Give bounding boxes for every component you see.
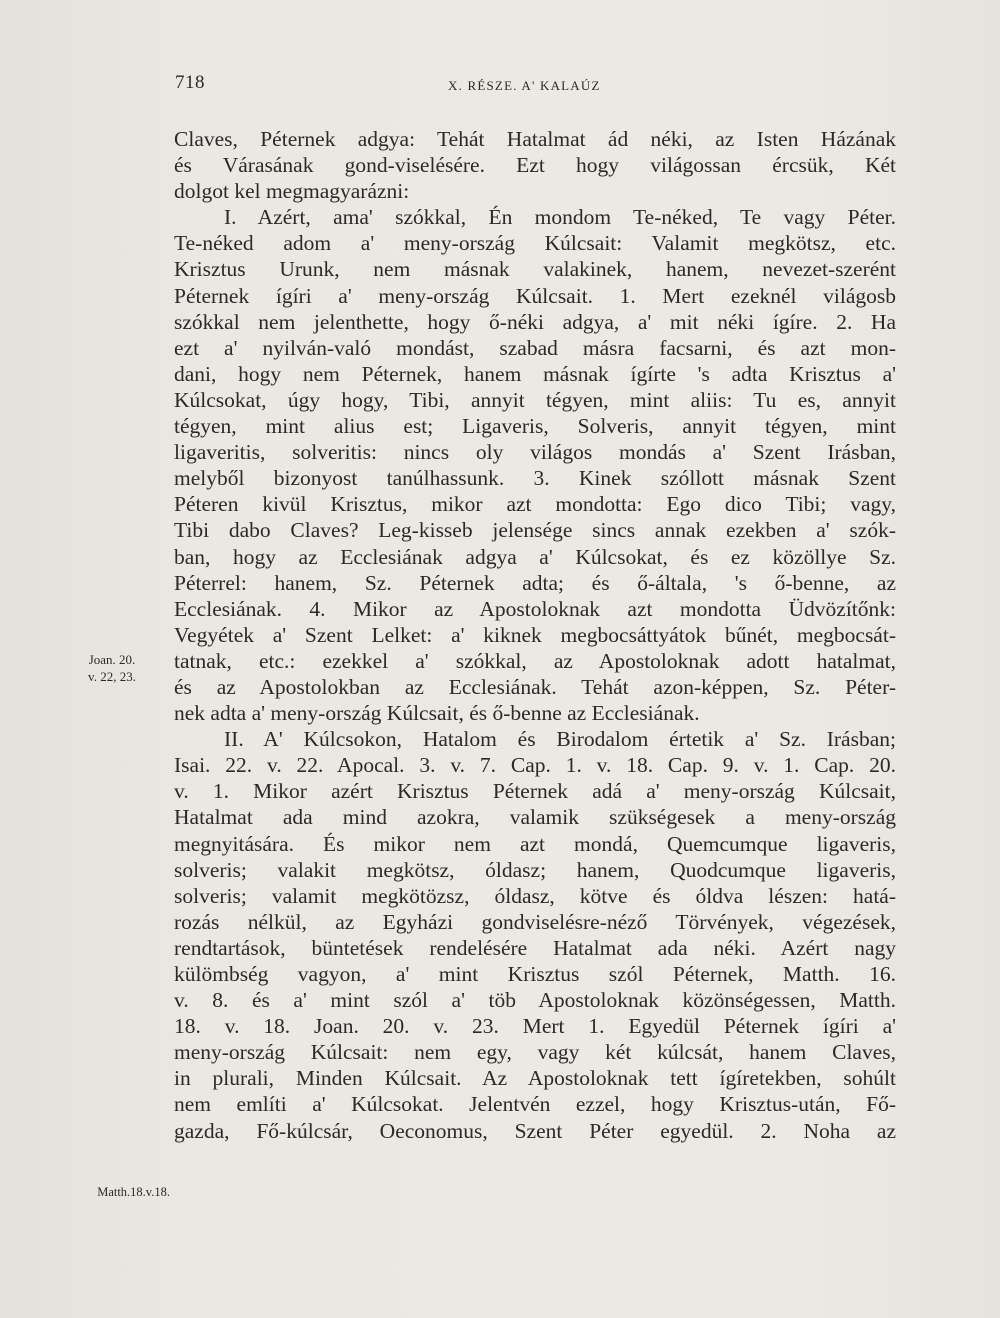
text-line: solveris; valakit megkötsz, óldasz; hanem, Quodcumque ligaveris,	[174, 857, 896, 882]
text-line: melyből bizonyost tanúlhassunk. 3. Kinek szóllott másnak Szent	[174, 466, 896, 491]
text-line: Kúlcsokat, úgy hogy, Tibi, annyit tégyen, mint aliis: Tu es, annyit	[174, 387, 896, 412]
text-line: Isai. 22. v. 22. Apocal. 3. v. 7. Cap. 1. v. 18. Cap. 9. v. 1. Cap. 20.	[174, 753, 896, 778]
text-line: dani, hogy nem Péternek, hanem másnak ígírte 's adta Krisztus a'	[174, 361, 896, 386]
text-line: ban, hogy az Ecclesiának adgya a' Kúlcsokat, és ez közöllye Sz.	[174, 544, 896, 569]
text-line: I. Azért, ama' szókkal, Én mondom Te-néked, Te vagy Péter.	[224, 205, 896, 230]
text-line: meny-ország Kúlcsait: nem egy, vagy két kúlcsát, hanem Claves,	[174, 1040, 896, 1065]
text-line: és az Apostolokban az Ecclesiának. Tehát azon-képpen, Sz. Péter-	[174, 674, 896, 699]
text-line: külömbség vagyon, a' mint Krisztus szól Péternek, Matth. 16.	[174, 962, 896, 986]
text-line: megnyitására. És mikor nem azt mondá, Quemcumque ligaveris,	[174, 831, 896, 856]
margin-note-line: Joan. 20.	[88, 652, 136, 667]
running-head: X. RÉSZE. A' KALAÚZ	[448, 78, 601, 93]
text-line: Hatalmat ada mind azokra, valamik szükségesek a meny-ország	[174, 805, 896, 830]
text-line: Claves, Péternek adgya: Tehát Hatalmat ád néki, az Isten Házának	[174, 127, 896, 151]
text-line: solveris; valamit megkötözsz, óldasz, kötve és óldva lészen: hatá-	[174, 883, 896, 908]
text-line: ezt a' nyilván-való mondást, szabad másra facsarni, és azt mon-	[174, 335, 896, 360]
text-line: II. A' Kúlcsokon, Hatalom és Birodalom értetik a' Sz. Irásban;	[224, 727, 896, 752]
text-line: és Várasának gond-viselésére. Ezt hogy világossan ércsük, Két	[174, 153, 896, 178]
body-text	[174, 126, 896, 1144]
text-line: Tibi dabo Claves? Leg-kisseb jelensége sincs annak ezekben a' szók-	[174, 518, 896, 543]
text-line: v. 8. és a' mint szól a' töb Apostoloknak közönségessen, Matth.	[174, 988, 896, 1013]
text-line: Te-néked adom a' meny-ország Kúlcsait: Valamit megkötsz, etc.	[174, 231, 896, 256]
text-line: v. 1. Mikor azért Krisztus Péternek adá a' meny-ország Kúlcsait,	[174, 779, 896, 804]
text-line: szókkal nem jelenthette, hogy ő-néki adgya, a' mit néki ígíre. 2. Ha	[174, 309, 896, 334]
text-line: rendtartások, büntetések rendelésére Hatalmat ada néki. Azért nagy	[174, 935, 896, 960]
text-line: ligaveritis, solveritis: nincs oly világos mondás a' Szent Irásban,	[174, 440, 896, 465]
text-line: Péteren kivül Krisztus, mikor azt mondotta: Ego dico Tibi; vagy,	[174, 492, 896, 517]
margin-note-matth: Matth.18.v.18.	[97, 1185, 170, 1199]
text-line: nek adta a' meny-ország Kúlcsait, és ő-benne az Ecclesiának.	[174, 701, 700, 726]
text-line: Krisztus Urunk, nem másnak valakinek, hanem, nevezet-szerént	[174, 257, 896, 282]
text-line: dolgot kel megmagyarázni:	[174, 179, 410, 204]
text-line: tégyen, mint alius est; Ligaveris, Solveris, annyit tégyen, mint	[174, 414, 896, 439]
margin-note-line: v. 22, 23.	[88, 669, 136, 684]
text-line: tatnak, etc.: ezekkel a' szókkal, az Apostoloknak adott hatalmat,	[174, 648, 896, 673]
page-number: 718	[175, 72, 205, 93]
text-line: Vegyétek a' Szent Lelket: a' kiknek megbocsáttyátok bűnét, megbocsát-	[174, 622, 896, 647]
text-line: nem említi a' Kúlcsokat. Jelentvén ezzel, hogy Krisztus-után, Fő-	[174, 1092, 896, 1117]
text-line: gazda, Fő-kúlcsár, Oeconomus, Szent Péter egyedül. 2. Noha az	[174, 1118, 896, 1143]
text-line: Ecclesiának. 4. Mikor az Apostoloknak azt mondotta Üdvözítőnk:	[174, 596, 896, 621]
text-line: Péterrel: hanem, Sz. Péternek adta; és ő-általa, 's ő-benne, az	[174, 570, 896, 595]
text-line: 18. v. 18. Joan. 20. v. 23. Mert 1. Egyedül Péternek ígíri a'	[174, 1014, 896, 1039]
text-line: Péternek ígíri a' meny-ország Kúlcsait. 1. Mert ezeknél világosb	[174, 283, 896, 308]
text-line: rozás nélkül, az Egyházi gondviselésre-néző Törvények, végezések,	[174, 909, 896, 934]
margin-note-joan	[72, 651, 152, 685]
text-line: in plurali, Minden Kúlcsait. Az Apostoloknak tett ígíretekben, sohúlt	[174, 1066, 896, 1091]
